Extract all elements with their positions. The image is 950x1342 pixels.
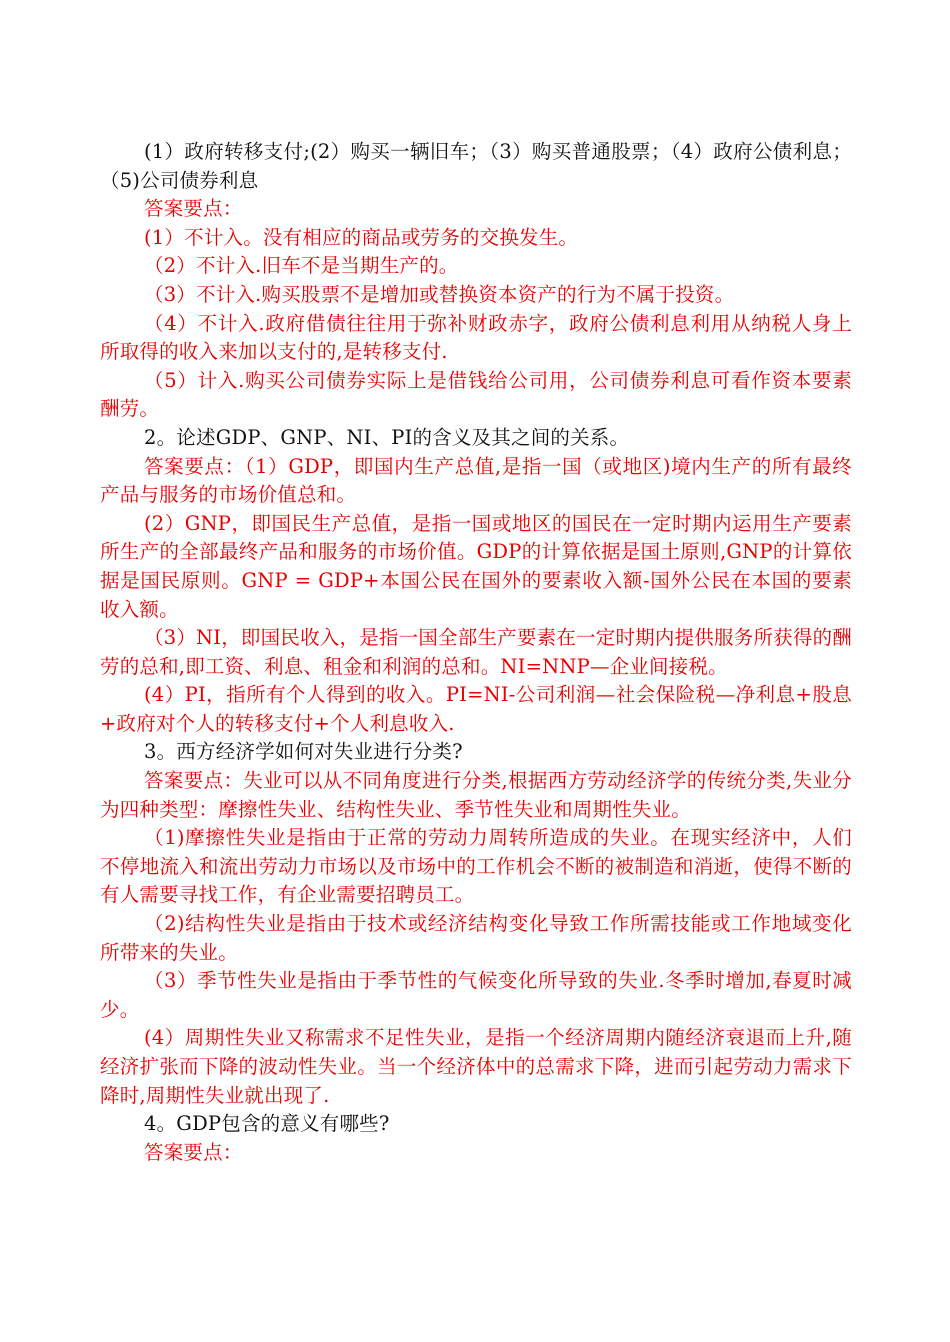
answer-paragraph: （3）NI，即国民收入，是指一国全部生产要素在一定时期内提供服务所获得的酬劳的总和,即工资、利息、租金和利润的总和。NI=NNP—企业间接税。 (100, 626, 852, 678)
answer-paragraph: （4）不计入.政府借债往往用于弥补财政赤字，政府公债利息利用从纳税人身上所取得的收入来加以支付的,是转移支付. (100, 311, 852, 364)
answer-paragraph: （2)结构性失业是指由于技术或经济结构变化导致工作所需技能或工作地域变化所带来的失业。 (100, 912, 852, 964)
answer-heading: 答案要点： (144, 197, 243, 221)
answer-paragraph: （3）季节性失业是指由于季节性的气候变化所导致的失业.冬季时增加,春夏时减少。 (100, 969, 852, 1021)
question-heading: 2。论述GDP、GNP、NI、PI的含义及其之间的关系。 (144, 425, 630, 449)
question-heading: 4。GDP包含的意义有哪些? (144, 1112, 390, 1136)
answer-paragraph: (2）GNP，即国民生产总值，是指一国或地区的国民在一定时期内运用生产要素所生产的全部最终产品和服务的市场价值。GDP的计算依据是国土原则,GNP的计算依据是国民原则。GNP = GDP+本国公民在国外的要素收入额-国外公民在本国的要素收入额。 (100, 511, 852, 621)
answer-paragraph: （2）不计入.旧车不是当期生产的。 (144, 254, 459, 278)
question-items: (1）政府转移支付;(2）购买一辆旧车；（3）购买普通股票；（4）政府公债利息；（5)公司债券利息 (100, 140, 852, 192)
document-body (100, 138, 852, 1167)
answer-paragraph: (1）不计入。没有相应的商品或劳务的交换发生。 (144, 225, 579, 249)
answer-paragraph: （1)摩擦性失业是指由于正常的劳动力周转所造成的失业。在现实经济中，人们不停地流入和流出劳动力市场以及市场中的工作机会不断的被制造和消逝，使得不断的有人需要寻找工作，有企业需要招聘员工。 (100, 826, 852, 907)
answer-paragraph: 答案要点：失业可以从不同角度进行分类,根据西方劳动经济学的传统分类,失业分为四种类型：摩擦性失业、结构性失业、季节性失业和周期性失业。 (100, 769, 852, 821)
answer-paragraph: （5）计入.购买公司债券实际上是借钱给公司用，公司债券利息可看作资本要素酬劳。 (100, 368, 852, 421)
answer-paragraph: (4）周期性失业又称需求不足性失业，是指一个经济周期内随经济衰退而上升,随经济扩张而下降的波动性失业。当一个经济体中的总需求下降，进而引起劳动力需求下降时,周期性失业就出现了. (100, 1026, 852, 1107)
answer-paragraph: (4）PI，指所有个人得到的收入。PI=NI-公司利润—社会保险税—净利息+股息+政府对个人的转移支付+个人利息收入. (100, 683, 852, 735)
answer-heading: 答案要点： (144, 1140, 243, 1164)
question-heading: 3。西方经济学如何对失业进行分类? (144, 740, 463, 764)
answer-paragraph: （3）不计入.购买股票不是增加或替换资本资产的行为不属于投资。 (144, 282, 735, 306)
answer-paragraph: 答案要点：（1）GDP，即国内生产总值,是指一国（或地区)境内生产的所有最终产品与服务的市场价值总和。 (100, 454, 852, 507)
